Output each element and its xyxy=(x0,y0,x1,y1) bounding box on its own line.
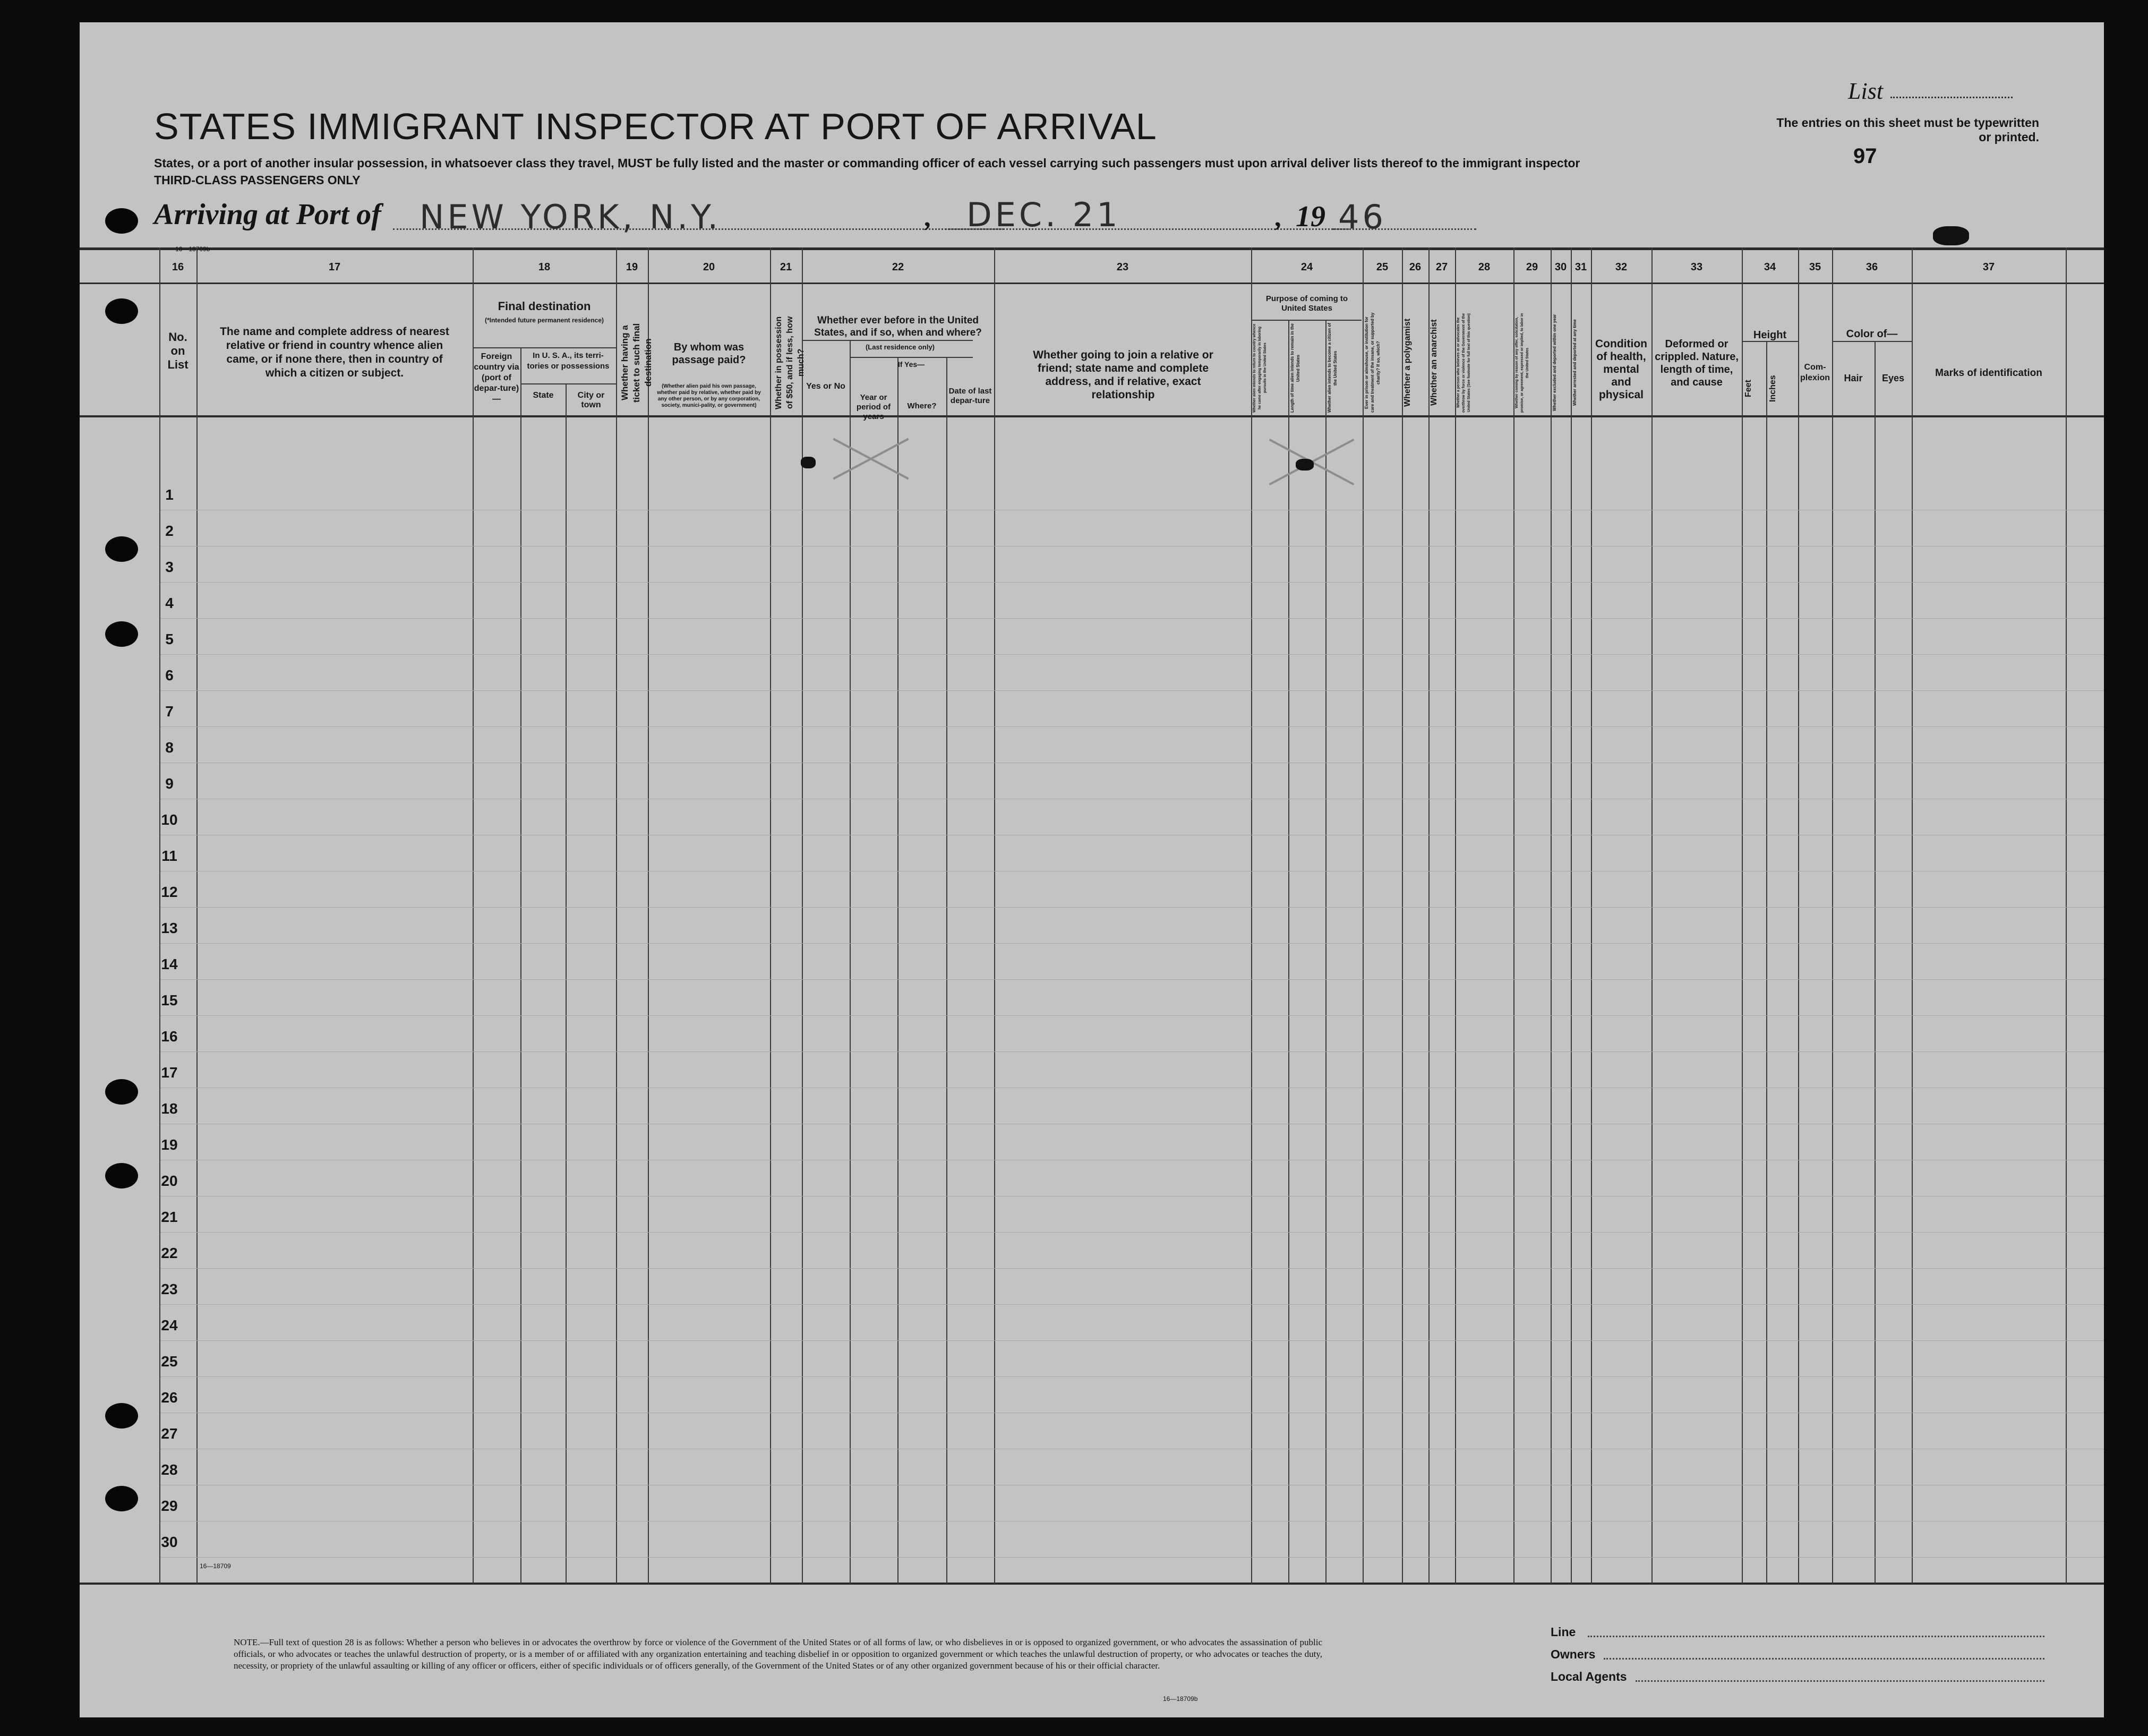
footnote-form-code: 16—18709b xyxy=(1163,1695,1198,1703)
header-purpose-length: Length of time alien intends to remain in the United States xyxy=(1290,323,1300,413)
col-number: 32 xyxy=(1615,261,1628,273)
binder-hole xyxy=(105,1163,138,1188)
prior-subrule-2 xyxy=(850,357,973,358)
header-purpose-citizen: Whether alien intends to become a citizen of the United States xyxy=(1327,323,1338,413)
ink-smudge xyxy=(801,457,816,468)
row-number: 30 xyxy=(161,1534,178,1550)
row-number: 8 xyxy=(165,739,174,756)
header-ticket: Whether having a ticket to such final destination xyxy=(620,323,653,403)
col-number: 16 xyxy=(172,261,184,273)
header-polygamist: Whether a polygamist xyxy=(1403,318,1412,407)
row-number: 4 xyxy=(165,595,174,611)
col-number: 30 xyxy=(1554,261,1567,273)
col-rule xyxy=(850,340,851,1584)
header-feet: Feet xyxy=(1744,380,1753,398)
binder-hole xyxy=(105,1079,138,1105)
header-bottom-rule xyxy=(80,415,2104,417)
col-number: 37 xyxy=(1982,261,1995,273)
list-field-line xyxy=(1890,97,2013,98)
column-number-rule xyxy=(80,283,2104,284)
comma-separator-2: , xyxy=(1274,202,1281,232)
col-rule xyxy=(946,357,947,1584)
form-code-top: 16—18709b xyxy=(175,245,210,253)
header-labor-offer: Whether coming by reason of any offer, solicitation, promise, or agreement, expressed or implied, to labor in the United States xyxy=(1515,313,1529,413)
row-rule xyxy=(160,1340,2104,1341)
col-rule xyxy=(897,357,898,1584)
row-number: 28 xyxy=(161,1461,178,1478)
row-rule xyxy=(160,1051,2104,1052)
year-field-line xyxy=(1333,228,1476,230)
line-field xyxy=(1588,1636,2044,1637)
header-complexion: Com-plexion xyxy=(1800,363,1830,382)
line-label: Line xyxy=(1551,1625,1576,1639)
col-number: 19 xyxy=(626,261,638,273)
row-number: 26 xyxy=(161,1389,178,1406)
entries-note: The entries on this sheet must be typewritten or printed. xyxy=(1776,116,2039,144)
header-passage-paid: By whom was passage paid? xyxy=(672,341,746,366)
arriving-label: Arriving at Port of xyxy=(154,198,381,231)
col-rule xyxy=(1651,247,1653,1584)
row-number: 24 xyxy=(161,1317,178,1333)
row-number: 22 xyxy=(161,1245,178,1261)
manifest-sheet xyxy=(80,22,2104,1717)
row-number: 10 xyxy=(161,811,178,828)
col-number: 21 xyxy=(780,261,792,273)
dest-subrule-2 xyxy=(520,383,616,384)
row-number: 15 xyxy=(161,992,178,1008)
row-number: 2 xyxy=(165,523,174,539)
page-number: 97 xyxy=(1853,144,1877,168)
col-rule xyxy=(2066,247,2067,1584)
row-number: 9 xyxy=(165,775,174,792)
col-rule xyxy=(1288,320,1289,1584)
header-no-on-list: No. on List xyxy=(167,330,189,371)
col-rule xyxy=(1742,247,1743,1584)
col-rule xyxy=(648,247,649,1584)
row-number: 7 xyxy=(165,703,174,720)
row-rule xyxy=(160,1268,2104,1269)
header-city-town: City or town xyxy=(577,391,605,409)
header-join-relative: Whether going to join a relative or friend; state name and complete address, and if relative, exact relationship xyxy=(1033,349,1213,401)
col-rule xyxy=(1325,320,1327,1584)
owners-label: Owners xyxy=(1551,1647,1596,1661)
col-number: 26 xyxy=(1409,261,1422,273)
col-rule xyxy=(770,247,771,1584)
subtitle-class: THIRD-CLASS PASSENGERS ONLY xyxy=(154,173,361,187)
col-rule xyxy=(1402,247,1403,1584)
row-rule xyxy=(160,726,2104,727)
row-number: 3 xyxy=(165,559,174,575)
row-number: 29 xyxy=(161,1498,178,1514)
year-handwritten: 46 xyxy=(1338,198,1387,236)
header-inches: Inches xyxy=(1768,375,1777,403)
header-yes-no: Yes or No xyxy=(806,382,845,391)
col-number: 31 xyxy=(1574,261,1587,273)
col-rule xyxy=(1428,247,1430,1584)
local-agents-label: Local Agents xyxy=(1551,1670,1627,1683)
col-rule xyxy=(802,247,803,1584)
header-purpose-return: Whether alien intends to return to country whence he came after engaging temporarily in laboring pursuits in the United States xyxy=(1253,323,1267,413)
header-color-of: Color of— xyxy=(1846,328,1898,340)
local-agents-field xyxy=(1636,1680,2044,1682)
col-number: 23 xyxy=(1116,261,1129,273)
header-final-destination: Final destination xyxy=(498,300,591,313)
col-rule xyxy=(566,383,567,1584)
row-rule xyxy=(160,690,2104,691)
form-code-bottom: 16—18709 xyxy=(200,1562,231,1570)
color-subrule xyxy=(1832,341,1912,342)
row-rule xyxy=(160,1304,2104,1305)
col-number: 29 xyxy=(1526,261,1538,273)
row-number: 13 xyxy=(161,920,178,936)
col-rule xyxy=(520,347,521,1584)
col-rule xyxy=(1251,247,1252,1584)
header-height: Height xyxy=(1753,329,1787,341)
binder-hole xyxy=(105,1403,138,1429)
row-number: 11 xyxy=(161,848,177,864)
col-number: 28 xyxy=(1478,261,1491,273)
row-number: 18 xyxy=(161,1100,178,1117)
header-foreign-country: Foreign country via (port of depar-ture)— xyxy=(474,352,519,404)
row-number: 16 xyxy=(161,1028,178,1045)
header-in-usa: In U. S. A., its terri-tories or possessions xyxy=(527,351,610,371)
row-rule xyxy=(160,654,2104,655)
header-excluded: Whether excluded and deported within one year xyxy=(1552,314,1557,412)
year-prefix: 19 xyxy=(1296,200,1325,233)
footnote-question-28: NOTE.—Full text of question 28 is as follows: Whether a person who believes in or advocates the overthrow by force or violence of the Government of the United States or of all forms of law, or who disbelieves in or is opposed to organized government, or who advocates the assassination of public officials, or who advocates or teaches the unlawful destruction of property, or is a member of or affiliated with any organization entertaining and teaching disbelief in or opposition to organized government or which teaches the unlawful destruction of property, or who advocates or teaches the duty, necessity, or propriety of the unlawful assaulting or killing of any officer or officers, either of specific individuals or of officers generally, of the Government of the United States or of any other organized government because of his or their official character. xyxy=(234,1637,1322,1671)
header-year-period: Year or period of years xyxy=(856,393,891,421)
row-rule xyxy=(160,943,2104,944)
header-before-in-us: Whether ever before in the United States, and if so, when and where? xyxy=(814,315,982,338)
port-handwritten: NEW YORK, N.Y. xyxy=(420,198,722,236)
purpose-subrule xyxy=(1251,320,1362,321)
col-number: 24 xyxy=(1300,261,1313,273)
col-rule xyxy=(1798,247,1799,1584)
row-number: 19 xyxy=(161,1136,178,1153)
header-final-destination-note: (*Intended future permanent residence) xyxy=(484,317,604,324)
col-rule xyxy=(994,247,995,1584)
col-rule xyxy=(196,247,198,1584)
col-number: 18 xyxy=(538,261,551,273)
col-rule xyxy=(1513,247,1514,1584)
header-possession-50: Whether in possession of $50, and if less, how much? xyxy=(774,316,806,409)
header-if-yes: If Yes— xyxy=(897,360,925,369)
binder-hole xyxy=(105,208,138,234)
col-rule xyxy=(616,247,617,1584)
header-deformed: Deformed or crippled. Nature, length of time, and cause xyxy=(1655,338,1739,388)
binder-hole xyxy=(105,298,138,324)
list-label: List xyxy=(1848,78,1884,104)
table-top-border xyxy=(80,247,2104,250)
col-rule xyxy=(1455,247,1456,1584)
row-rule xyxy=(160,1557,2104,1558)
header-state: State xyxy=(533,391,554,400)
col-number: 20 xyxy=(703,261,715,273)
header-eyes: Eyes xyxy=(1881,373,1905,383)
header-where: Where? xyxy=(907,401,937,411)
col-rule xyxy=(1832,247,1833,1584)
header-arrested: Whether arrested and deported at any time xyxy=(1572,319,1577,406)
header-overthrow: Whether a person who believes in or advocates the overthrow by force or violence of the Government of the United States (See footnote for full text of this question) xyxy=(1457,313,1471,413)
header-hair: Hair xyxy=(1844,373,1863,383)
col-rule xyxy=(473,247,474,1584)
date-handwritten: DEC. 21 xyxy=(966,195,1121,234)
row-rule xyxy=(160,979,2104,980)
binder-hole xyxy=(105,621,138,647)
row-number: 17 xyxy=(161,1064,178,1081)
col-number: 27 xyxy=(1435,261,1448,273)
header-marks-identification: Marks of identification xyxy=(1935,367,2042,379)
row-rule xyxy=(160,1376,2104,1377)
col-rule xyxy=(1591,247,1592,1584)
col-number: 35 xyxy=(1809,261,1821,273)
row-number: 23 xyxy=(161,1281,178,1297)
ink-smudge xyxy=(1933,226,1969,245)
header-anarchist: Whether an anarchist xyxy=(1430,319,1439,406)
header-condition: Condition of health, mental and physical xyxy=(1595,338,1647,401)
header-nearest-relative: The name and complete address of nearest relative or friend in country whence alien came, or if none there, then in country of which a citizen or subject. xyxy=(220,326,449,379)
col-rule xyxy=(1766,341,1767,1584)
owners-field xyxy=(1604,1658,2044,1660)
binder-hole xyxy=(105,1486,138,1511)
col-number: 22 xyxy=(892,261,904,273)
row-rule xyxy=(160,907,2104,908)
row-number: 6 xyxy=(165,667,174,683)
col-number: 33 xyxy=(1690,261,1703,273)
prior-subrule-1 xyxy=(802,340,973,341)
col-rule xyxy=(1363,247,1364,1584)
col-number: 36 xyxy=(1865,261,1878,273)
col-rule xyxy=(1571,247,1572,1584)
row-number: 21 xyxy=(161,1209,178,1225)
row-number: 1 xyxy=(165,486,174,503)
col-number: 25 xyxy=(1376,261,1389,273)
col-number: 17 xyxy=(328,261,341,273)
comma-separator: , xyxy=(924,202,931,232)
page-title: STATES IMMIGRANT INSPECTOR AT PORT OF ARRIVAL xyxy=(154,106,1157,147)
row-number: 20 xyxy=(161,1173,178,1189)
row-rule xyxy=(160,1232,2104,1233)
col-rule xyxy=(159,247,160,1584)
row-number: 25 xyxy=(161,1353,178,1370)
col-rule xyxy=(1551,247,1552,1584)
row-rule xyxy=(160,582,2104,583)
dest-subrule-1 xyxy=(473,347,616,348)
header-prison: Ever in prison or almshouse, or institution for care and treatment of the insane, or supported by charity? If so, which? xyxy=(1364,312,1381,413)
col-number: 34 xyxy=(1764,261,1776,273)
row-rule xyxy=(160,618,2104,619)
row-rule xyxy=(160,1015,2104,1016)
header-date-departure: Date of last depar-ture xyxy=(948,387,992,405)
col-rule xyxy=(1912,247,1913,1584)
col-rule xyxy=(1875,341,1876,1584)
row-number: 14 xyxy=(161,956,178,972)
ink-smudge xyxy=(1296,459,1314,471)
header-purpose: Purpose of coming to United States xyxy=(1265,294,1348,313)
row-number: 27 xyxy=(161,1425,178,1442)
table-bottom-border xyxy=(80,1583,2104,1585)
row-number: 5 xyxy=(165,631,174,647)
header-passage-paid-note: (Whether alien paid his own passage, whether paid by relative, whether paid by any other person, or by any corporation, society, munici-pality, or government) xyxy=(657,383,761,408)
subtitle-instructions: States, or a port of another insular possession, in whatsoever class they travel, MUST be fully listed and the master or commanding officer of each vessel carrying such passengers must upon arrival deliver lists thereof to the immigrant inspector xyxy=(154,156,1580,170)
header-last-residence: (Last residence only) xyxy=(865,343,935,351)
binder-hole xyxy=(105,536,138,562)
row-number: 12 xyxy=(161,884,178,900)
